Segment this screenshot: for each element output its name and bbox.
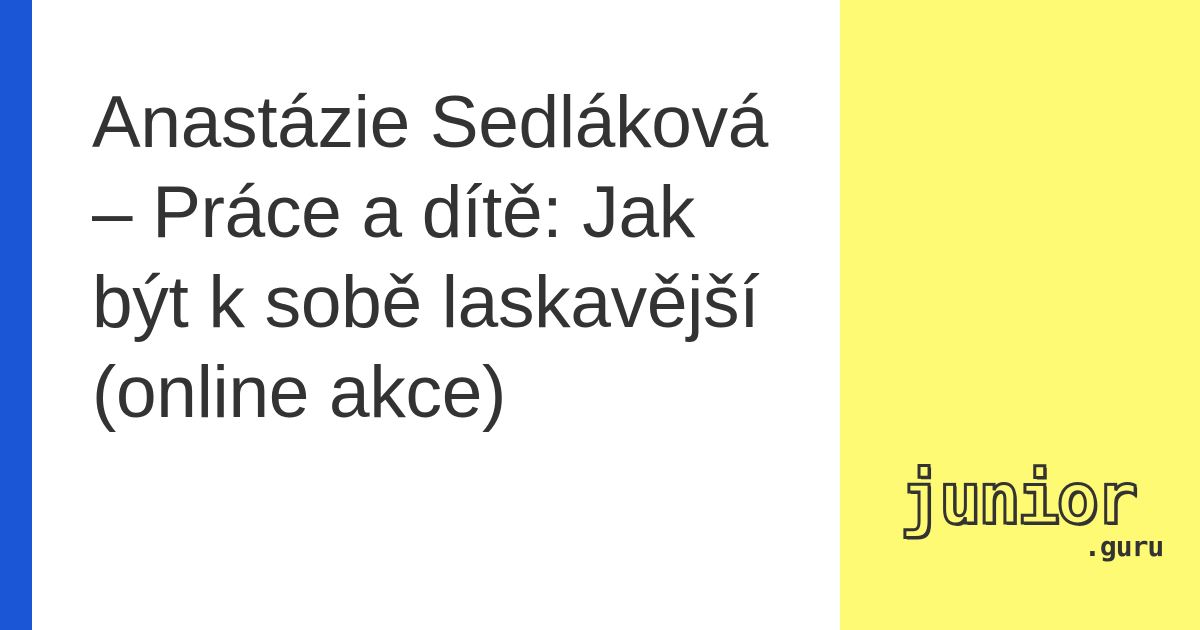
title-panel [32,0,840,630]
logo-wordmark: junior [900,458,1135,540]
logo-panel [840,0,1200,630]
accent-bar [0,0,32,630]
logo-domain: .guru [1084,530,1164,563]
page-title: Anastázie Sedláková – Práce a dítě: Jak být k sobě laskavější (online akce) [92,82,769,433]
junior-guru-logo [896,456,1164,576]
